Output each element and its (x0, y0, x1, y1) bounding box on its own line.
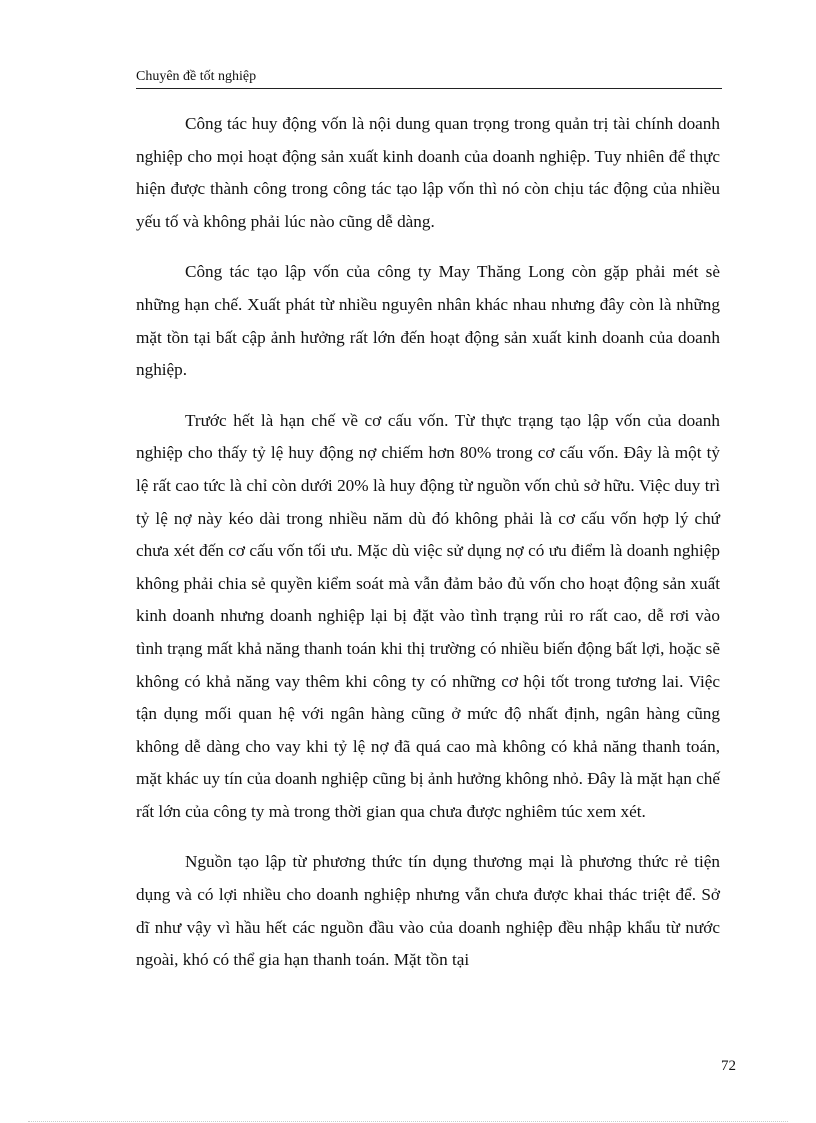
paragraph: Công tác huy động vốn là nội dung quan trọng trong quản trị tài chính doanh nghiệp cho mọi hoạt động sản xuất kinh doanh của doanh nghiệp. Tuy nhiên để thực hiện được thành công trong công tác tạo lập vốn thì nó còn chịu tác động của nhiều yếu tố và không phải lúc nào cũng dễ dàng. (136, 114, 720, 231)
page-number: 72 (721, 1058, 736, 1074)
paragraph: Nguồn tạo lập từ phương thức tín dụng thương mại là phương thức rẻ tiện dụng và có lợi nhiều cho doanh nghiệp nhưng vẫn chưa được khai thác triệt để. Sở dĩ như vậy vì hầu hết các nguồn đầu vào của doanh nghiệp đều nhập khẩu từ nước ngoài, khó có thể gia hạn thanh toán. Mặt tồn tại (136, 852, 720, 970)
page-bottom-divider (28, 1121, 788, 1122)
paragraph: Trước hết là hạn chế về cơ cấu vốn. Từ thực trạng tạo lập vốn của doanh nghiệp cho thấy tỷ lệ huy động nợ chiếm hơn 80% trong cơ cấu vốn. Đây là một tỷ lệ rất cao tức là chỉ còn dưới 20% là huy động từ nguồn vốn chủ sở hữu. Việc duy trì tỷ lệ nợ này kéo dài trong nhiều năm dù đó không phải là cơ cấu vốn hợp lý chứ chưa xét đến cơ cấu vốn tối ưu. Mặc dù việc sử dụng nợ có ưu điểm là doanh nghiệp không phải chia sẻ quyền kiểm soát mà vẫn đảm bảo đủ vốn cho hoạt động sản xuất kinh doanh nhưng doanh nghiệp lại bị đặt vào tình trạng rủi ro rất cao, dễ rơi vào tình trạng mất khả năng thanh toán khi thị trường có nhiều biến động bất lợi, hoặc sẽ không có khả năng vay thêm khi công ty có những cơ hội tốt trong tương lai. Việc tận dụng mối quan hệ với ngân hàng cũng ở mức độ nhất định, ngân hàng cũng không dễ dàng cho vay khi tỷ lệ nợ đã quá cao mà không có khả năng thanh toán, mặt khác uy tín của doanh nghiệp cũng bị ảnh hưởng không nhỏ. Đây là mặt hạn chế rất lớn của công ty mà trong thời gian qua chưa được nghiêm túc xem xét. (136, 410, 720, 821)
page-header (136, 68, 722, 89)
document-body (136, 108, 720, 995)
header-title: Chuyên đề tốt nghiệp (136, 69, 257, 84)
paragraph: Công tác tạo lập vốn của công ty May Thăng Long còn gặp phải mét sè những hạn chế. Xuất phát từ nhiều nguyên nhân khác nhau nhưng đây còn là những mặt tồn tại bất cập ảnh hưởng rất lớn đến hoạt động sản xuất kinh doanh của doanh nghiệp. (136, 262, 720, 380)
